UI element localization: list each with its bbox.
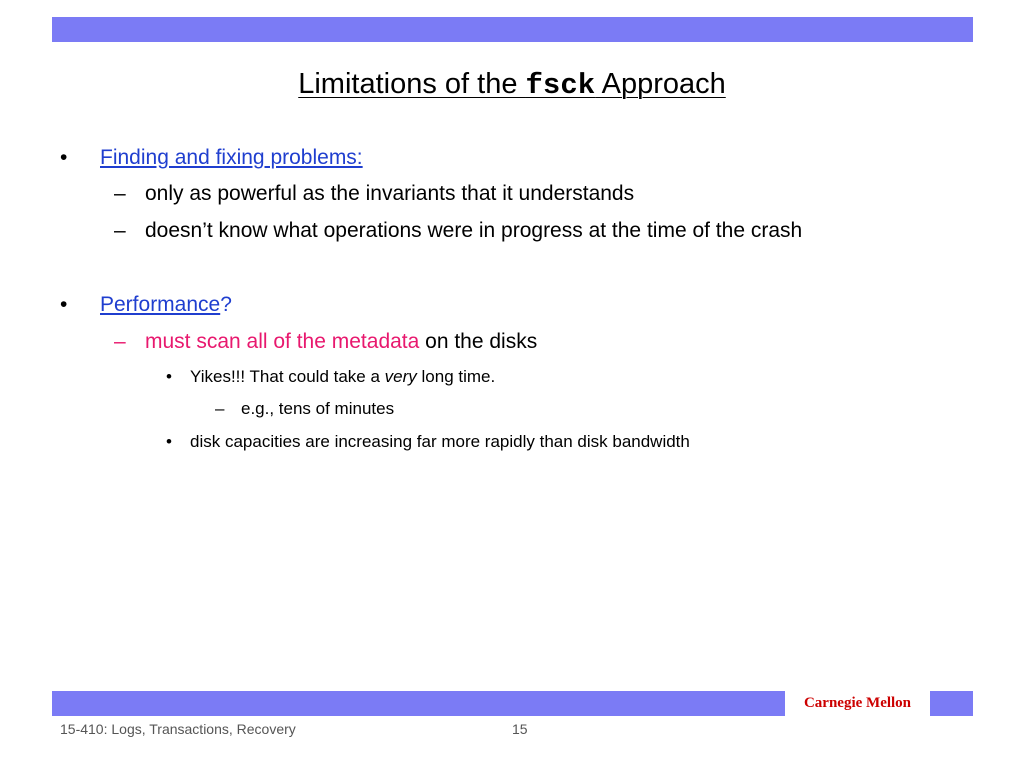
slide-title-text — [298, 68, 726, 100]
title-suffix: Approach — [595, 68, 726, 100]
brand-name: Carnegie Mellon — [803, 695, 912, 711]
subitem-invariants: only as powerful as the invariants that it understands — [145, 182, 635, 205]
performance-question: ? — [220, 293, 232, 316]
footer-course: 15-410: Logs, Transactions, Recovery — [60, 721, 296, 737]
scan-metadata-rest: on the disks — [419, 330, 538, 353]
bullet-marker: • — [166, 367, 172, 386]
yikes-text: Yikes!!! That could take a — [190, 367, 385, 386]
page-number: 15 — [512, 721, 528, 737]
bullet-marker: • — [60, 293, 68, 316]
yikes-italic: very — [384, 367, 417, 386]
dash-marker: – — [114, 182, 126, 205]
top-accent-bar — [52, 17, 973, 42]
subitem-tens-of-minutes: e.g., tens of minutes — [241, 399, 395, 418]
subitem-operations: doesn’t know what operations were in progress at the time of the crash — [145, 219, 803, 242]
subitem-disk-capacities: disk capacities are increasing far more rapidly than disk bandwidth — [190, 432, 690, 451]
subitem-scan-metadata — [145, 329, 537, 355]
bottom-accent-bar-left — [52, 691, 785, 716]
dash-marker: – — [114, 219, 126, 242]
bullet-marker: • — [60, 146, 68, 169]
finding-fixing-link[interactable]: Finding and fixing problems: — [100, 146, 363, 169]
subitem-yikes — [190, 366, 495, 388]
dash-marker: – — [215, 399, 225, 418]
scan-metadata-highlight: must scan all of the metadata — [145, 330, 420, 353]
yikes-text-end: long time. — [416, 367, 496, 386]
bottom-accent-bar-right — [930, 691, 973, 716]
bullet-marker: • — [166, 432, 172, 451]
bullet-performance — [100, 292, 232, 318]
performance-link[interactable]: Performance — [100, 293, 221, 316]
title-code: fsck — [525, 69, 596, 102]
title-prefix: Limitations of the — [298, 68, 526, 100]
dash-marker: – — [114, 330, 126, 353]
bullet-finding-fixing — [100, 145, 363, 171]
slide-title — [0, 66, 1024, 104]
